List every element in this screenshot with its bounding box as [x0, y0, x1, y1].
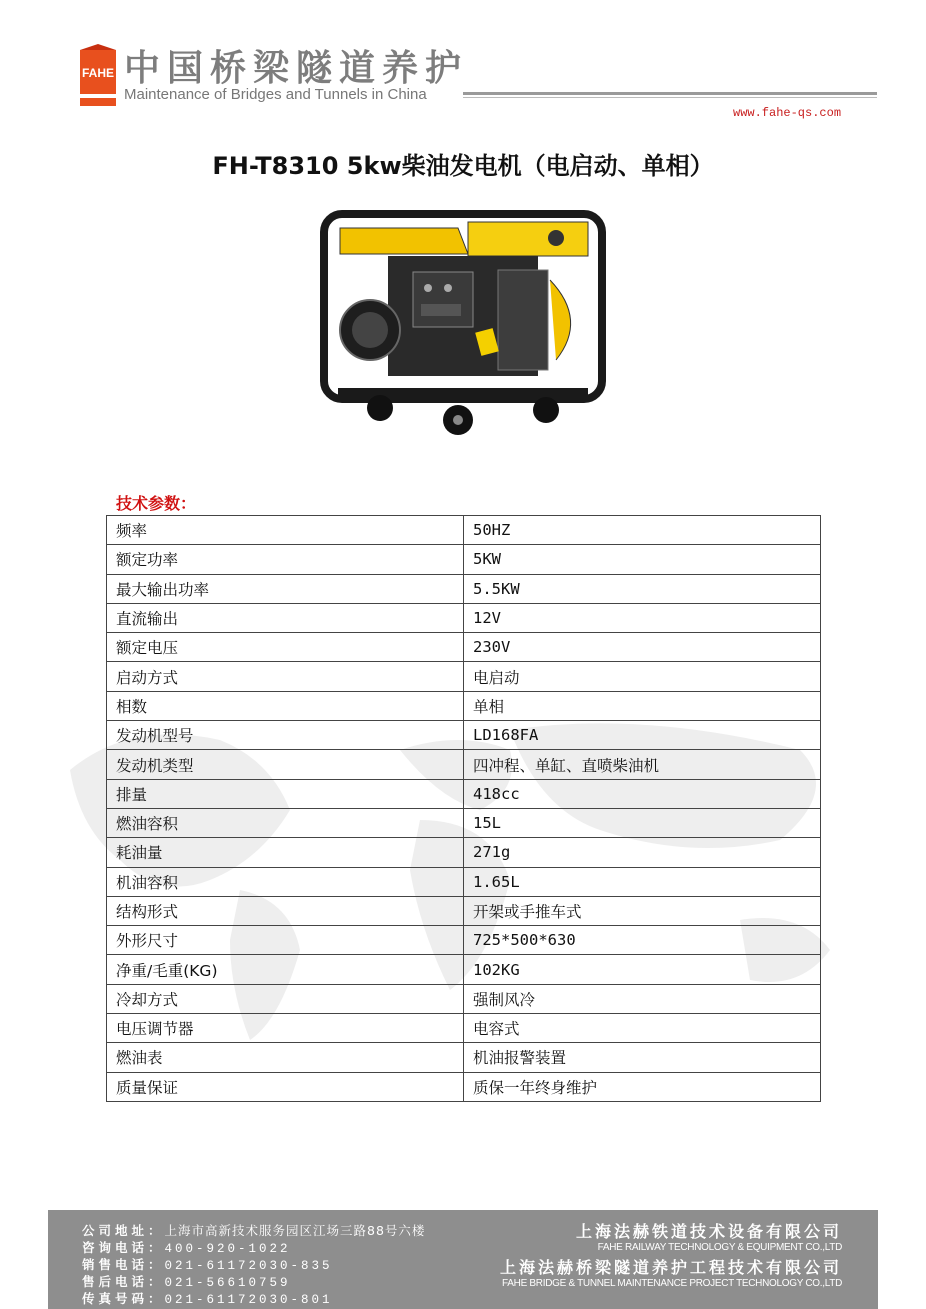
table-row — [107, 603, 821, 632]
spec-value: 单相 — [464, 691, 821, 720]
contact-hotline — [82, 1239, 425, 1256]
contact-label: 销售电话： — [82, 1257, 165, 1272]
fahe-logo — [78, 44, 118, 108]
spec-value: 12V — [464, 603, 821, 632]
table-row — [107, 926, 821, 955]
spec-name: 冷却方式 — [107, 984, 464, 1013]
contact-label: 咨询电话： — [82, 1240, 165, 1255]
spec-value: 15L — [464, 808, 821, 837]
contact-value: 021-56610759 — [164, 1276, 291, 1290]
spec-value: 开架或手推车式 — [464, 896, 821, 925]
table-row — [107, 984, 821, 1013]
table-row — [107, 750, 821, 779]
contact-value: 400-920-1022 — [164, 1242, 291, 1256]
contact-address — [82, 1222, 425, 1239]
spec-name: 净重/毛重(KG) — [107, 955, 464, 984]
company2-en: FAHE BRIDGE & TUNNEL MAINTENANCE PROJECT TECHNOLOGY CO.,LTD — [502, 1278, 842, 1289]
table-row — [107, 1014, 821, 1043]
spec-value: 230V — [464, 633, 821, 662]
company-names — [500, 1222, 842, 1290]
spec-name: 机油容积 — [107, 867, 464, 896]
spec-name: 最大输出功率 — [107, 574, 464, 603]
spec-value: 50HZ — [464, 516, 821, 545]
spec-value: 电容式 — [464, 1014, 821, 1043]
table-row — [107, 691, 821, 720]
spec-value: 1.65L — [464, 867, 821, 896]
spec-name: 相数 — [107, 691, 464, 720]
contact-value: 021-61172030-835 — [164, 1259, 333, 1273]
spec-name: 频率 — [107, 516, 464, 545]
spec-name: 启动方式 — [107, 662, 464, 691]
spec-value: 725*500*630 — [464, 926, 821, 955]
contact-label: 售后电话： — [82, 1274, 165, 1289]
logo-text: FAHE — [81, 66, 115, 80]
spec-value: 强制风冷 — [464, 984, 821, 1013]
spec-name: 额定功率 — [107, 545, 464, 574]
contact-sales — [82, 1256, 425, 1273]
contact-fax — [82, 1290, 425, 1307]
table-row — [107, 516, 821, 545]
generator-image — [318, 210, 608, 440]
brand-title: 中国桥梁隧道养护 — [124, 48, 469, 89]
page-header — [0, 0, 926, 130]
spec-name: 排量 — [107, 779, 464, 808]
table-row — [107, 633, 821, 662]
spec-value: 四冲程、单缸、直喷柴油机 — [464, 750, 821, 779]
brand-subtitle: Maintenance of Bridges and Tunnels in China — [124, 86, 427, 103]
spec-value: 5KW — [464, 545, 821, 574]
table-row — [107, 838, 821, 867]
company1-en: FAHE RAILWAY TECHNOLOGY & EQUIPMENT CO.,LTD — [597, 1242, 842, 1253]
table-row — [107, 1072, 821, 1101]
table-row — [107, 779, 821, 808]
spec-name: 发动机型号 — [107, 721, 464, 750]
spec-name: 额定电压 — [107, 633, 464, 662]
spec-value: 418cc — [464, 779, 821, 808]
company2-cn: 上海法赫桥梁隧道养护工程技术有限公司 — [499, 1258, 842, 1277]
spec-value: 机油报警装置 — [464, 1043, 821, 1072]
specs-table — [106, 515, 821, 1102]
spec-name: 耗油量 — [107, 838, 464, 867]
spec-value: 271g — [464, 838, 821, 867]
spec-value: LD168FA — [464, 721, 821, 750]
page-footer — [48, 1210, 878, 1309]
table-row — [107, 1043, 821, 1072]
spec-value: 电启动 — [464, 662, 821, 691]
spec-name: 电压调节器 — [107, 1014, 464, 1043]
table-row — [107, 896, 821, 925]
spec-name: 发动机类型 — [107, 750, 464, 779]
section-label: 技术参数： — [116, 494, 197, 513]
spec-name: 结构形式 — [107, 896, 464, 925]
table-row — [107, 574, 821, 603]
header-rule-thin — [463, 97, 877, 98]
contact-list — [82, 1222, 425, 1307]
spec-name: 燃油表 — [107, 1043, 464, 1072]
table-row — [107, 662, 821, 691]
contact-service — [82, 1273, 425, 1290]
company1-cn: 上海法赫铁道技术设备有限公司 — [575, 1222, 842, 1241]
header-rule — [463, 92, 877, 95]
contact-value: 上海市高新技术服务园区江场三路88号六楼 — [164, 1223, 426, 1238]
spec-name: 直流输出 — [107, 603, 464, 632]
table-row — [107, 808, 821, 837]
spec-name: 外形尺寸 — [107, 926, 464, 955]
contact-label: 公司地址： — [82, 1223, 165, 1238]
website-link[interactable]: www.fahe-qs.com — [733, 106, 842, 120]
product-title: FH-T8310 5kw柴油发电机（电启动、单相） — [212, 152, 714, 180]
spec-value: 102KG — [464, 955, 821, 984]
table-row — [107, 721, 821, 750]
table-row — [107, 867, 821, 896]
contact-value: 021-61172030-801 — [164, 1293, 333, 1307]
spec-name: 质量保证 — [107, 1072, 464, 1101]
table-row — [107, 955, 821, 984]
spec-name: 燃油容积 — [107, 808, 464, 837]
contact-label: 传真号码： — [82, 1291, 165, 1306]
spec-value: 5.5KW — [464, 574, 821, 603]
table-row — [107, 545, 821, 574]
spec-value: 质保一年终身维护 — [464, 1072, 821, 1101]
